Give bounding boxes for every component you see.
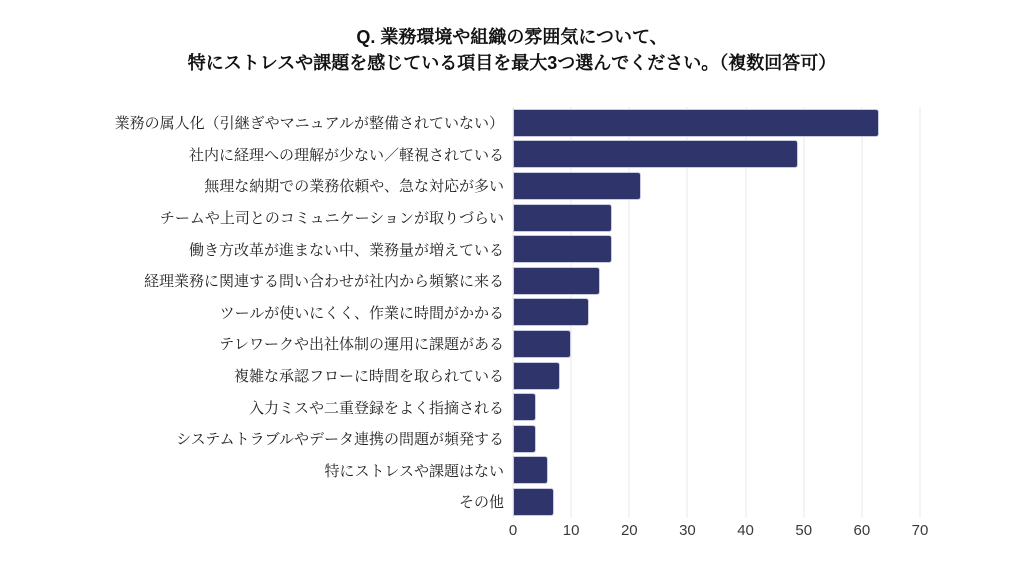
category-label: 社内に経理への理解が少ない／軽視されている	[188, 146, 504, 164]
category-label: 業務の属人化（引継ぎやマニュアルが整備されていない）	[114, 115, 504, 133]
chart-row	[50, 139, 920, 171]
chart-row	[50, 265, 920, 297]
category-label: システムトラブルやデータ連携の問題が頻発する	[176, 431, 504, 449]
bar-track	[513, 140, 920, 168]
category-label: テレワークや出社体制の運用に課題がある	[219, 336, 504, 354]
category-label: ツールが使いにくく、作業に時間がかかる	[219, 304, 504, 322]
chart-row	[50, 297, 920, 329]
bar	[513, 456, 548, 484]
bar	[513, 362, 560, 390]
chart-row	[50, 391, 920, 423]
chart-row	[50, 486, 920, 518]
chart-row	[50, 328, 920, 360]
bar-track	[513, 393, 920, 421]
category-label: 働き方改革が進まない中、業務量が増えている	[188, 241, 504, 259]
chart-row	[50, 455, 920, 487]
bar-track	[513, 425, 920, 453]
bar	[513, 298, 589, 326]
chart-row	[50, 360, 920, 392]
category-label: 無理な納期での業務依頼や、急な対応が多い	[204, 178, 504, 196]
bar	[513, 172, 641, 200]
category-label: 特にストレスや課題はない	[324, 462, 504, 480]
bar-track	[513, 362, 920, 390]
chart-row	[50, 107, 920, 139]
bar	[513, 204, 612, 232]
bar-track	[513, 235, 920, 263]
bar	[513, 393, 536, 421]
x-tick-label: 60	[853, 521, 871, 539]
plot-area	[50, 107, 920, 518]
x-tick-label: 20	[620, 521, 638, 539]
x-tick-label: 0	[508, 521, 518, 539]
bar-track	[513, 204, 920, 232]
category-label: 入力ミスや二重登録をよく指摘される	[248, 399, 504, 417]
chart-title-line1: Q. 業務環境や組織の雰囲気について、	[356, 27, 668, 47]
chart-row	[50, 423, 920, 455]
bar	[513, 109, 879, 137]
x-tick-label: 10	[562, 521, 580, 539]
bar	[513, 140, 798, 168]
bar	[513, 235, 612, 263]
x-tick-label: 70	[911, 521, 929, 539]
x-tick-label: 40	[737, 521, 754, 539]
bar-track	[513, 330, 920, 358]
chart-title-line2: 特にストレスや課題を感じている項目を最大3つ選んでください。（複数回答可）	[187, 53, 837, 73]
chart-row	[50, 233, 920, 265]
bar	[513, 425, 536, 453]
category-label: その他	[458, 494, 504, 512]
bar-track	[513, 109, 920, 137]
chart-rows	[50, 107, 920, 518]
bar	[513, 267, 600, 295]
category-label: 複雑な承認フローに時間を取られている	[233, 368, 504, 386]
x-tick-label: 30	[679, 521, 696, 539]
bar-track	[513, 298, 920, 326]
x-axis	[508, 521, 929, 544]
category-label: チームや上司とのコミュニケーションが取りづらい	[159, 210, 504, 228]
bar	[513, 488, 554, 516]
bar-track	[513, 172, 920, 200]
bar-chart	[50, 107, 929, 544]
bar-track	[513, 456, 920, 484]
bar	[513, 330, 571, 358]
x-tick-label: 50	[795, 521, 813, 539]
bar-track	[513, 267, 920, 295]
chart-row	[50, 170, 920, 202]
chart-row	[50, 202, 920, 234]
chart-title	[0, 0, 1024, 76]
bar-track	[513, 488, 920, 516]
category-label: 経理業務に関連する問い合わせが社内から頻繁に来る	[143, 273, 504, 291]
